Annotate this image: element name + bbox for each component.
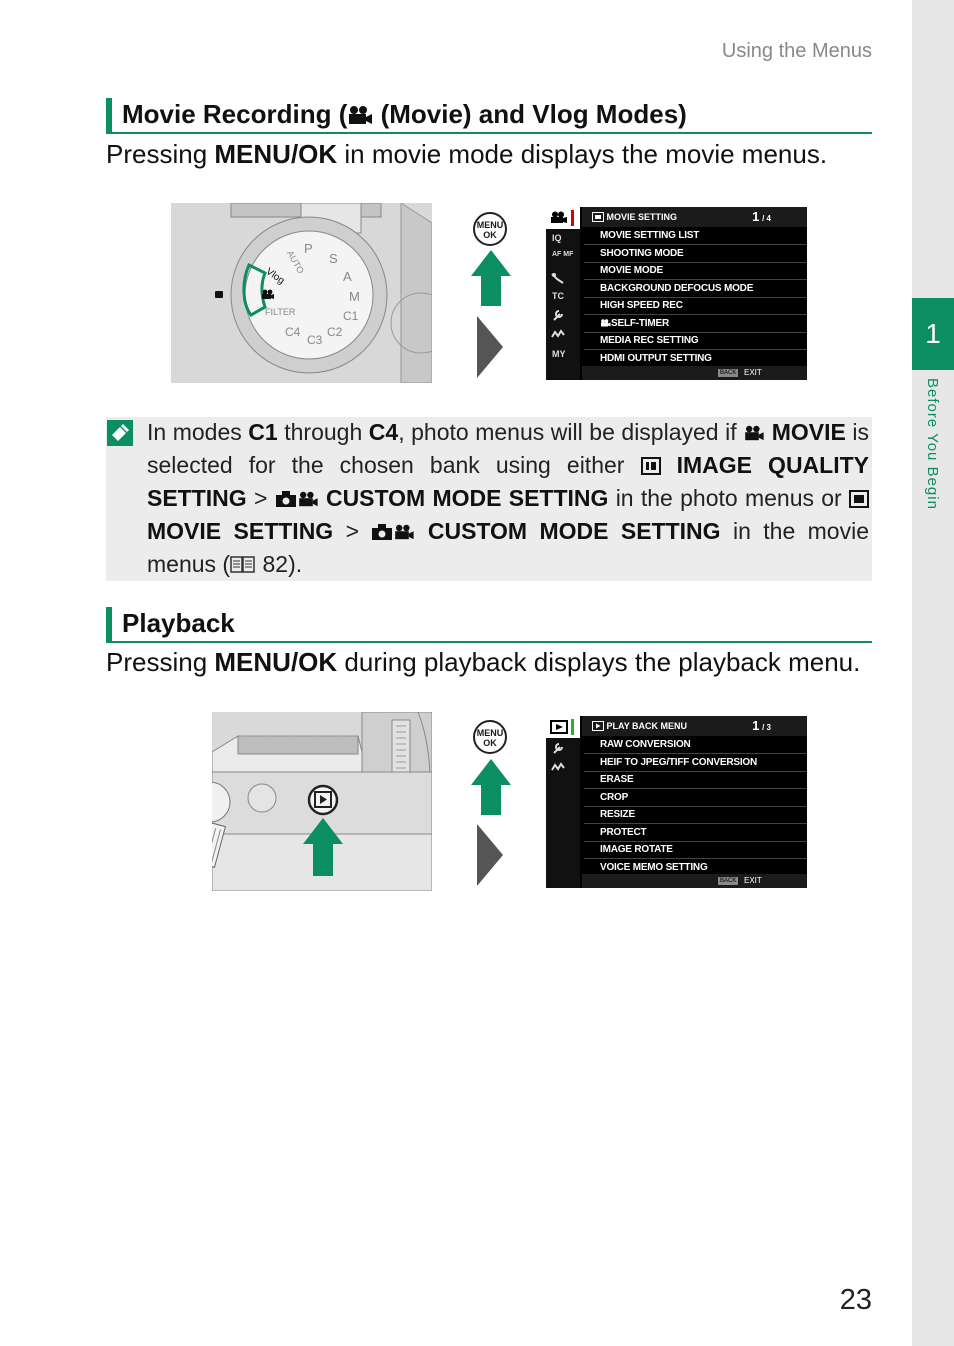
chapter-sidebar bbox=[912, 0, 954, 1346]
section-heading-movie bbox=[106, 98, 872, 134]
menu-footer bbox=[582, 366, 807, 380]
chapter-label: Before You Begin bbox=[924, 378, 941, 510]
menu-ok-button[interactable]: MENU OK bbox=[473, 720, 507, 754]
dial-label-c3: C3 bbox=[307, 333, 323, 347]
playback-tab-icon bbox=[550, 720, 568, 734]
menu-page-indicator: 1 / 4 bbox=[752, 209, 771, 224]
menu-header-title: MOVIE SETTING bbox=[606, 212, 678, 222]
back-badge[interactable]: BACK bbox=[720, 878, 737, 884]
note-image-quality-setting: IMAGE QUALITY SETTING bbox=[147, 452, 869, 511]
menu-item[interactable]: ERASE bbox=[584, 772, 807, 789]
movie-setting-icon bbox=[849, 490, 869, 508]
menu-item-self-timer[interactable]: SELF-TIMER bbox=[584, 316, 807, 333]
menu-item[interactable]: CROP bbox=[584, 790, 807, 807]
camera-top-drawing bbox=[171, 203, 432, 383]
tab-audio-icon[interactable] bbox=[551, 272, 565, 284]
menu-item[interactable]: RESIZE bbox=[584, 807, 807, 824]
up-arrow-icon bbox=[471, 759, 511, 815]
dial-label-a: A bbox=[343, 269, 352, 284]
camera-icon bbox=[371, 523, 393, 541]
menu-item[interactable]: HIGH SPEED REC bbox=[584, 298, 807, 315]
movie-tab-icon bbox=[550, 211, 568, 224]
menu-ok-button[interactable]: MENU OK bbox=[473, 212, 507, 246]
dial-label-auto: AUTO bbox=[284, 248, 306, 276]
playback-menu-screen bbox=[546, 716, 807, 888]
heading-bar bbox=[106, 98, 112, 132]
section-title-movie: Movie Recording ( (Movie) and Vlog Modes) bbox=[122, 99, 687, 129]
dial-label-c2: C2 bbox=[327, 325, 343, 339]
mode-c1: C1 bbox=[248, 419, 278, 445]
lead-playback: Pressing MENU/OK during playback displays the playback menu. bbox=[106, 647, 861, 677]
image-quality-icon bbox=[641, 457, 661, 475]
menu-item[interactable]: HEIF TO JPEG/TIFF CONVERSION bbox=[584, 755, 807, 772]
menu-ok-key: MENU/OK bbox=[214, 139, 338, 169]
tab-tc-icon[interactable]: TC bbox=[552, 291, 564, 301]
menu-page-indicator: 1 / 3 bbox=[752, 718, 771, 733]
note-text: In modes C1 through C4, photo menus will be displayed if MOVIE is selected for the chosen bank using either IMAGE QUALITY SETTING > CUSTOM MODE SETTING in the photo menus or MOVIE SETTING > CUSTOM MODE SETTING in the movie menus ( 82). bbox=[147, 419, 869, 577]
menu-item[interactable]: VOICE MEMO SETTING bbox=[584, 860, 807, 877]
menu-side-tabs bbox=[546, 207, 580, 380]
movie-icon bbox=[347, 105, 373, 125]
dial-label-c1: C1 bbox=[343, 309, 359, 323]
movie-tab-active[interactable] bbox=[546, 207, 580, 229]
menu-item[interactable]: RAW CONVERSION bbox=[584, 737, 807, 754]
section-title-playback: Playback bbox=[122, 608, 235, 638]
menu-item[interactable]: MEDIA REC SETTING bbox=[584, 333, 807, 350]
mode-c4: C4 bbox=[368, 419, 399, 445]
playback-tab-active[interactable] bbox=[546, 716, 580, 738]
menu-header bbox=[582, 716, 807, 736]
exit-label[interactable]: EXIT bbox=[744, 368, 762, 377]
movie-menu-screen bbox=[546, 207, 807, 380]
tab-my-icon[interactable]: MY bbox=[552, 349, 566, 359]
menu-item[interactable]: IMAGE ROTATE bbox=[584, 842, 807, 859]
menu-header bbox=[582, 207, 807, 227]
dial-label-s: S bbox=[329, 251, 338, 266]
menu-item[interactable]: PROTECT bbox=[584, 825, 807, 842]
up-arrow-icon bbox=[471, 250, 511, 306]
chapter-tab[interactable] bbox=[912, 298, 954, 370]
dial-label-c4: C4 bbox=[285, 325, 301, 339]
wrench-icon[interactable] bbox=[552, 742, 564, 754]
menu-item[interactable]: MOVIE MODE bbox=[584, 263, 807, 280]
tab-indicator bbox=[571, 210, 574, 226]
book-reference-icon[interactable] bbox=[230, 556, 256, 574]
menu-side-tabs bbox=[546, 716, 580, 888]
dial-label-vlog: Vlog bbox=[263, 266, 287, 287]
camera-back-illustration bbox=[212, 712, 432, 891]
note-custom-mode-setting: CUSTOM MODE SETTING bbox=[325, 485, 609, 511]
menu-ok-key: MENU/OK bbox=[214, 647, 338, 677]
tab-indicator bbox=[571, 719, 574, 735]
menu-item[interactable]: BACKGROUND DEFOCUS MODE bbox=[584, 281, 807, 298]
connection-icon[interactable] bbox=[551, 762, 565, 772]
menu-item[interactable]: HDMI OUTPUT SETTING bbox=[584, 351, 807, 368]
dial-label-m: M bbox=[349, 289, 360, 304]
page-number: 23 bbox=[839, 1284, 872, 1316]
chapter-number: 1 bbox=[925, 318, 941, 349]
up-arrow-icon bbox=[303, 818, 343, 876]
playback-icon bbox=[592, 721, 604, 731]
movie-icon bbox=[393, 524, 415, 540]
back-badge[interactable]: BACK bbox=[720, 370, 737, 376]
menu-item[interactable]: SHOOTING MODE bbox=[584, 246, 807, 263]
tab-iq-icon[interactable]: IQ bbox=[552, 233, 562, 243]
lead-movie: Pressing MENU/OK in movie mode displays the movie menus. bbox=[106, 139, 828, 169]
dial-label-filter: FILTER bbox=[265, 307, 296, 317]
menu-footer bbox=[582, 874, 807, 888]
movie-setting-icon bbox=[592, 212, 604, 222]
heading-bar bbox=[106, 607, 112, 641]
self-timer-movie-icon bbox=[600, 319, 611, 327]
wrench-icon[interactable] bbox=[552, 309, 564, 321]
note-pencil-icon bbox=[106, 419, 134, 447]
menu-header-title: PLAY BACK MENU bbox=[606, 721, 688, 731]
note-movie: MOVIE bbox=[771, 419, 846, 445]
note-custom-mode-setting: CUSTOM MODE SETTING bbox=[427, 518, 721, 544]
exit-label[interactable]: EXIT bbox=[744, 876, 762, 885]
mode-dial-illustration bbox=[171, 203, 432, 383]
running-head: Using the Menus bbox=[721, 40, 872, 62]
tab-afmf-icon[interactable]: AF MF bbox=[552, 251, 574, 258]
menu-item[interactable]: MOVIE SETTING LIST bbox=[584, 228, 807, 245]
right-arrow-icon bbox=[477, 316, 503, 378]
connection-icon[interactable] bbox=[551, 329, 565, 339]
camera-icon bbox=[275, 490, 297, 508]
note-movie-setting: MOVIE SETTING bbox=[147, 518, 334, 544]
movie-icon bbox=[743, 425, 765, 441]
dial-movie-icon bbox=[261, 289, 275, 300]
dial-label-p: P bbox=[304, 241, 313, 256]
movie-icon bbox=[297, 491, 319, 507]
right-arrow-icon bbox=[477, 824, 503, 886]
section-heading-playback bbox=[106, 607, 872, 643]
